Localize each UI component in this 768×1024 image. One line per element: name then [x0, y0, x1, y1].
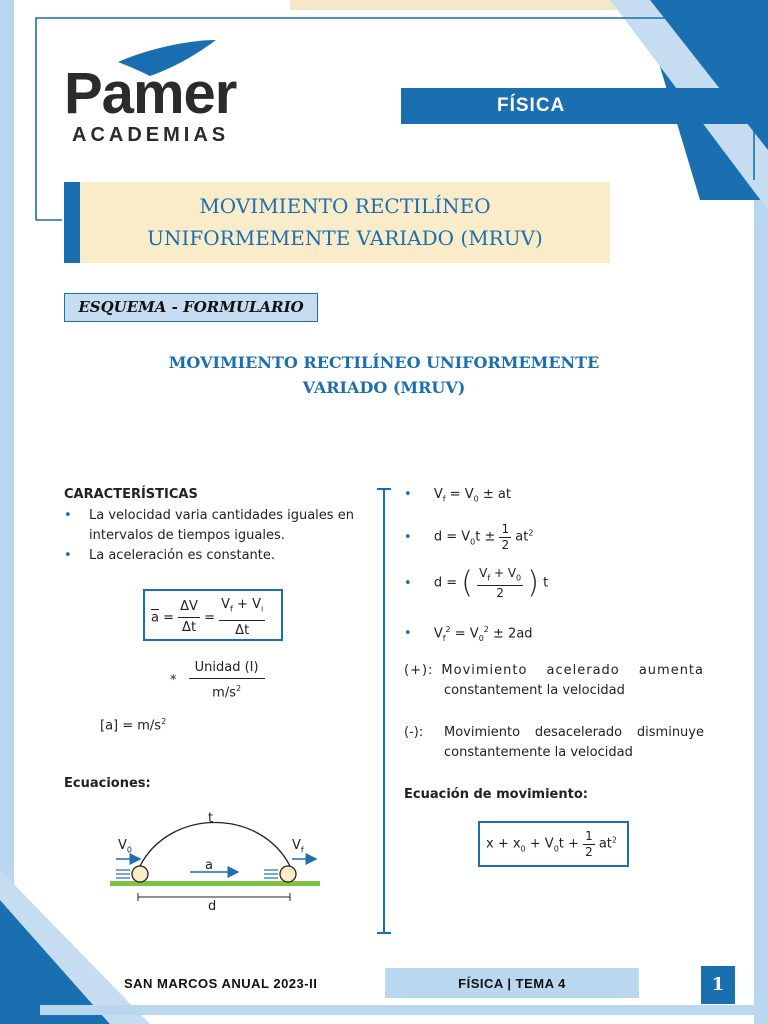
note-sign: (-):	[404, 725, 424, 740]
eq-text: t +	[558, 836, 584, 852]
note-text: constantemente la velocidad	[444, 745, 633, 760]
unit-line-text: [a] = m/s	[100, 718, 162, 734]
eq-text: d =	[433, 575, 462, 591]
fraction-den: 2	[501, 538, 510, 552]
eq-exp: 2	[611, 835, 618, 845]
eq-sub: 0	[553, 844, 559, 854]
column-divider	[383, 488, 385, 934]
page-title	[80, 190, 610, 254]
fraction-den	[189, 679, 265, 703]
unit-den-text: m/s	[212, 685, 236, 701]
diagram-label-v0	[118, 836, 132, 861]
bullet-icon: •	[64, 548, 72, 563]
fraction-den: 2	[585, 845, 593, 859]
eq-text: + V	[525, 836, 554, 852]
section-label: ESQUEMA - FORMULARIO	[64, 293, 318, 322]
bullet-icon: •	[404, 626, 412, 642]
equations-heading: Ecuaciones:	[64, 776, 151, 791]
body-start	[132, 866, 148, 882]
subject-band: FÍSICA	[401, 88, 768, 124]
list-item-text: La velocidad varia cantidades iguales en intervalos de tiempos iguales.	[89, 508, 354, 543]
eq-sub: 0	[520, 844, 526, 854]
eq-sub: f	[442, 633, 446, 643]
note-line	[404, 661, 704, 681]
note-text: constantement la velocidad	[444, 683, 625, 698]
trajectory-arc	[140, 823, 290, 867]
characteristics-list	[64, 506, 366, 566]
equation-distance-2	[404, 566, 548, 601]
fraction-num: 1	[501, 522, 510, 536]
sub-f: f	[230, 604, 233, 614]
eq-exp: 2	[483, 625, 489, 634]
eq-text: = V	[450, 626, 479, 642]
section-subtitle	[64, 350, 704, 400]
unit-formula	[170, 658, 265, 703]
unit-exp: 2	[235, 684, 242, 693]
fraction-average	[477, 566, 523, 601]
sub-f: f	[300, 845, 304, 855]
unit-fraction	[189, 658, 265, 703]
footer-topic: FÍSICA | TEMA 4	[458, 976, 566, 991]
eq-text: = V	[445, 487, 474, 502]
note-sign: (+):	[404, 663, 434, 678]
note-text: Movimiento acelerado aumenta	[441, 663, 704, 678]
eq-text: + V	[490, 566, 517, 580]
diagram-label-vf	[292, 836, 304, 861]
equation-vf-squared	[404, 620, 533, 649]
fraction-num: ΔV	[178, 597, 200, 618]
eq-text: at	[598, 836, 612, 852]
fraction-den: Δt	[182, 620, 197, 636]
brand-logo: Pamer	[64, 61, 237, 126]
eq-sub: f	[442, 494, 446, 504]
list-item-text: La aceleración es constante.	[89, 548, 276, 563]
fraction-num: 1	[585, 829, 593, 843]
eq-sub: 0	[478, 633, 484, 643]
page-title-line2: UNIFORMEMENTE VARIADO (MRUV)	[147, 226, 543, 250]
equals-sign: =	[163, 610, 175, 626]
fraction-vf-vi	[219, 595, 265, 641]
eq-sub: f	[487, 573, 491, 583]
eq-exp: 2	[528, 528, 534, 538]
motion-equation-heading: Ecuación de movimiento:	[404, 787, 588, 802]
bullet-icon: •	[404, 575, 412, 591]
equation-distance-1	[404, 522, 533, 553]
bullet-icon: •	[64, 508, 72, 523]
fraction-dv-dt	[178, 597, 200, 638]
footer-course: SAN MARCOS ANUAL 2023-II	[124, 976, 318, 991]
note-decelerated	[404, 723, 704, 763]
eq-text: ± at	[478, 487, 511, 502]
brand-subtitle: ACADEMIAS	[72, 124, 230, 146]
equation-vf	[404, 485, 511, 510]
fraction-num	[477, 566, 523, 586]
page-number: 1	[701, 966, 735, 1004]
motion-equation	[478, 821, 629, 867]
paren-left: (	[461, 565, 473, 601]
fraction-num: Unidad (I)	[189, 658, 265, 679]
unit-line-exp: 2	[161, 717, 167, 726]
paren-right: )	[527, 565, 539, 601]
column-divider-cap-top	[377, 488, 391, 490]
list-item	[64, 506, 366, 546]
diagram-label-d: d	[208, 899, 217, 914]
diagram-label-a: a	[205, 858, 213, 873]
unit-line	[100, 712, 166, 736]
bullet-icon: •	[404, 487, 412, 502]
sub-i: i	[260, 604, 264, 614]
accel-symbol: $\overline{a}$	[151, 610, 159, 626]
note-text: Movimiento desacelerado disminuye	[444, 725, 704, 740]
note-accelerated	[404, 661, 704, 701]
eq-text: V	[479, 566, 488, 580]
bullet-icon: •	[404, 529, 412, 545]
v-symbol: V	[252, 597, 261, 612]
v-symbol: V	[292, 838, 301, 853]
motion-lines-end	[264, 870, 278, 878]
fraction-half	[583, 829, 595, 860]
characteristics-heading: CARACTERÍSTICAS	[64, 487, 198, 502]
sub-0: 0	[126, 845, 132, 855]
note-line	[404, 723, 704, 743]
eq-sub: 0	[473, 494, 479, 504]
eq-text: V	[433, 626, 443, 642]
eq-sub: 0	[470, 537, 476, 547]
diagram-label-t: t	[208, 811, 214, 826]
eq-text: t ±	[475, 529, 500, 545]
eq-text: d = V	[433, 529, 471, 545]
column-divider-cap-bottom	[377, 932, 391, 934]
plus-sign: +	[237, 597, 248, 612]
motion-lines-start	[116, 870, 130, 878]
v-symbol: V	[118, 838, 127, 853]
eq-text: V	[433, 487, 443, 502]
body-end	[280, 866, 296, 882]
eq-exp: 2	[445, 625, 451, 634]
fraction-num	[219, 595, 265, 621]
motion-diagram	[110, 808, 325, 918]
list-item	[64, 546, 366, 566]
section-subtitle-line1: MOVIMIENTO RECTILÍNEO UNIFORMEMENTE	[168, 353, 600, 372]
v-symbol: V	[221, 597, 231, 612]
eq-text: ± 2ad	[488, 626, 533, 642]
eq-text: x + x	[486, 836, 521, 852]
acceleration-formula	[143, 589, 283, 641]
page-title-line1: MOVIMIENTO RECTILÍNEO	[199, 194, 491, 218]
eq-sub: 0	[516, 573, 522, 583]
equals-sign: =	[204, 610, 215, 626]
fraction-den: Δt	[235, 622, 250, 638]
section-subtitle-line2: VARIADO (MRUV)	[302, 378, 466, 397]
fraction-half	[499, 522, 511, 553]
eq-text: at	[515, 529, 529, 545]
fraction-den: 2	[496, 586, 504, 601]
asterisk: *	[170, 672, 177, 688]
eq-text: t	[543, 575, 549, 591]
